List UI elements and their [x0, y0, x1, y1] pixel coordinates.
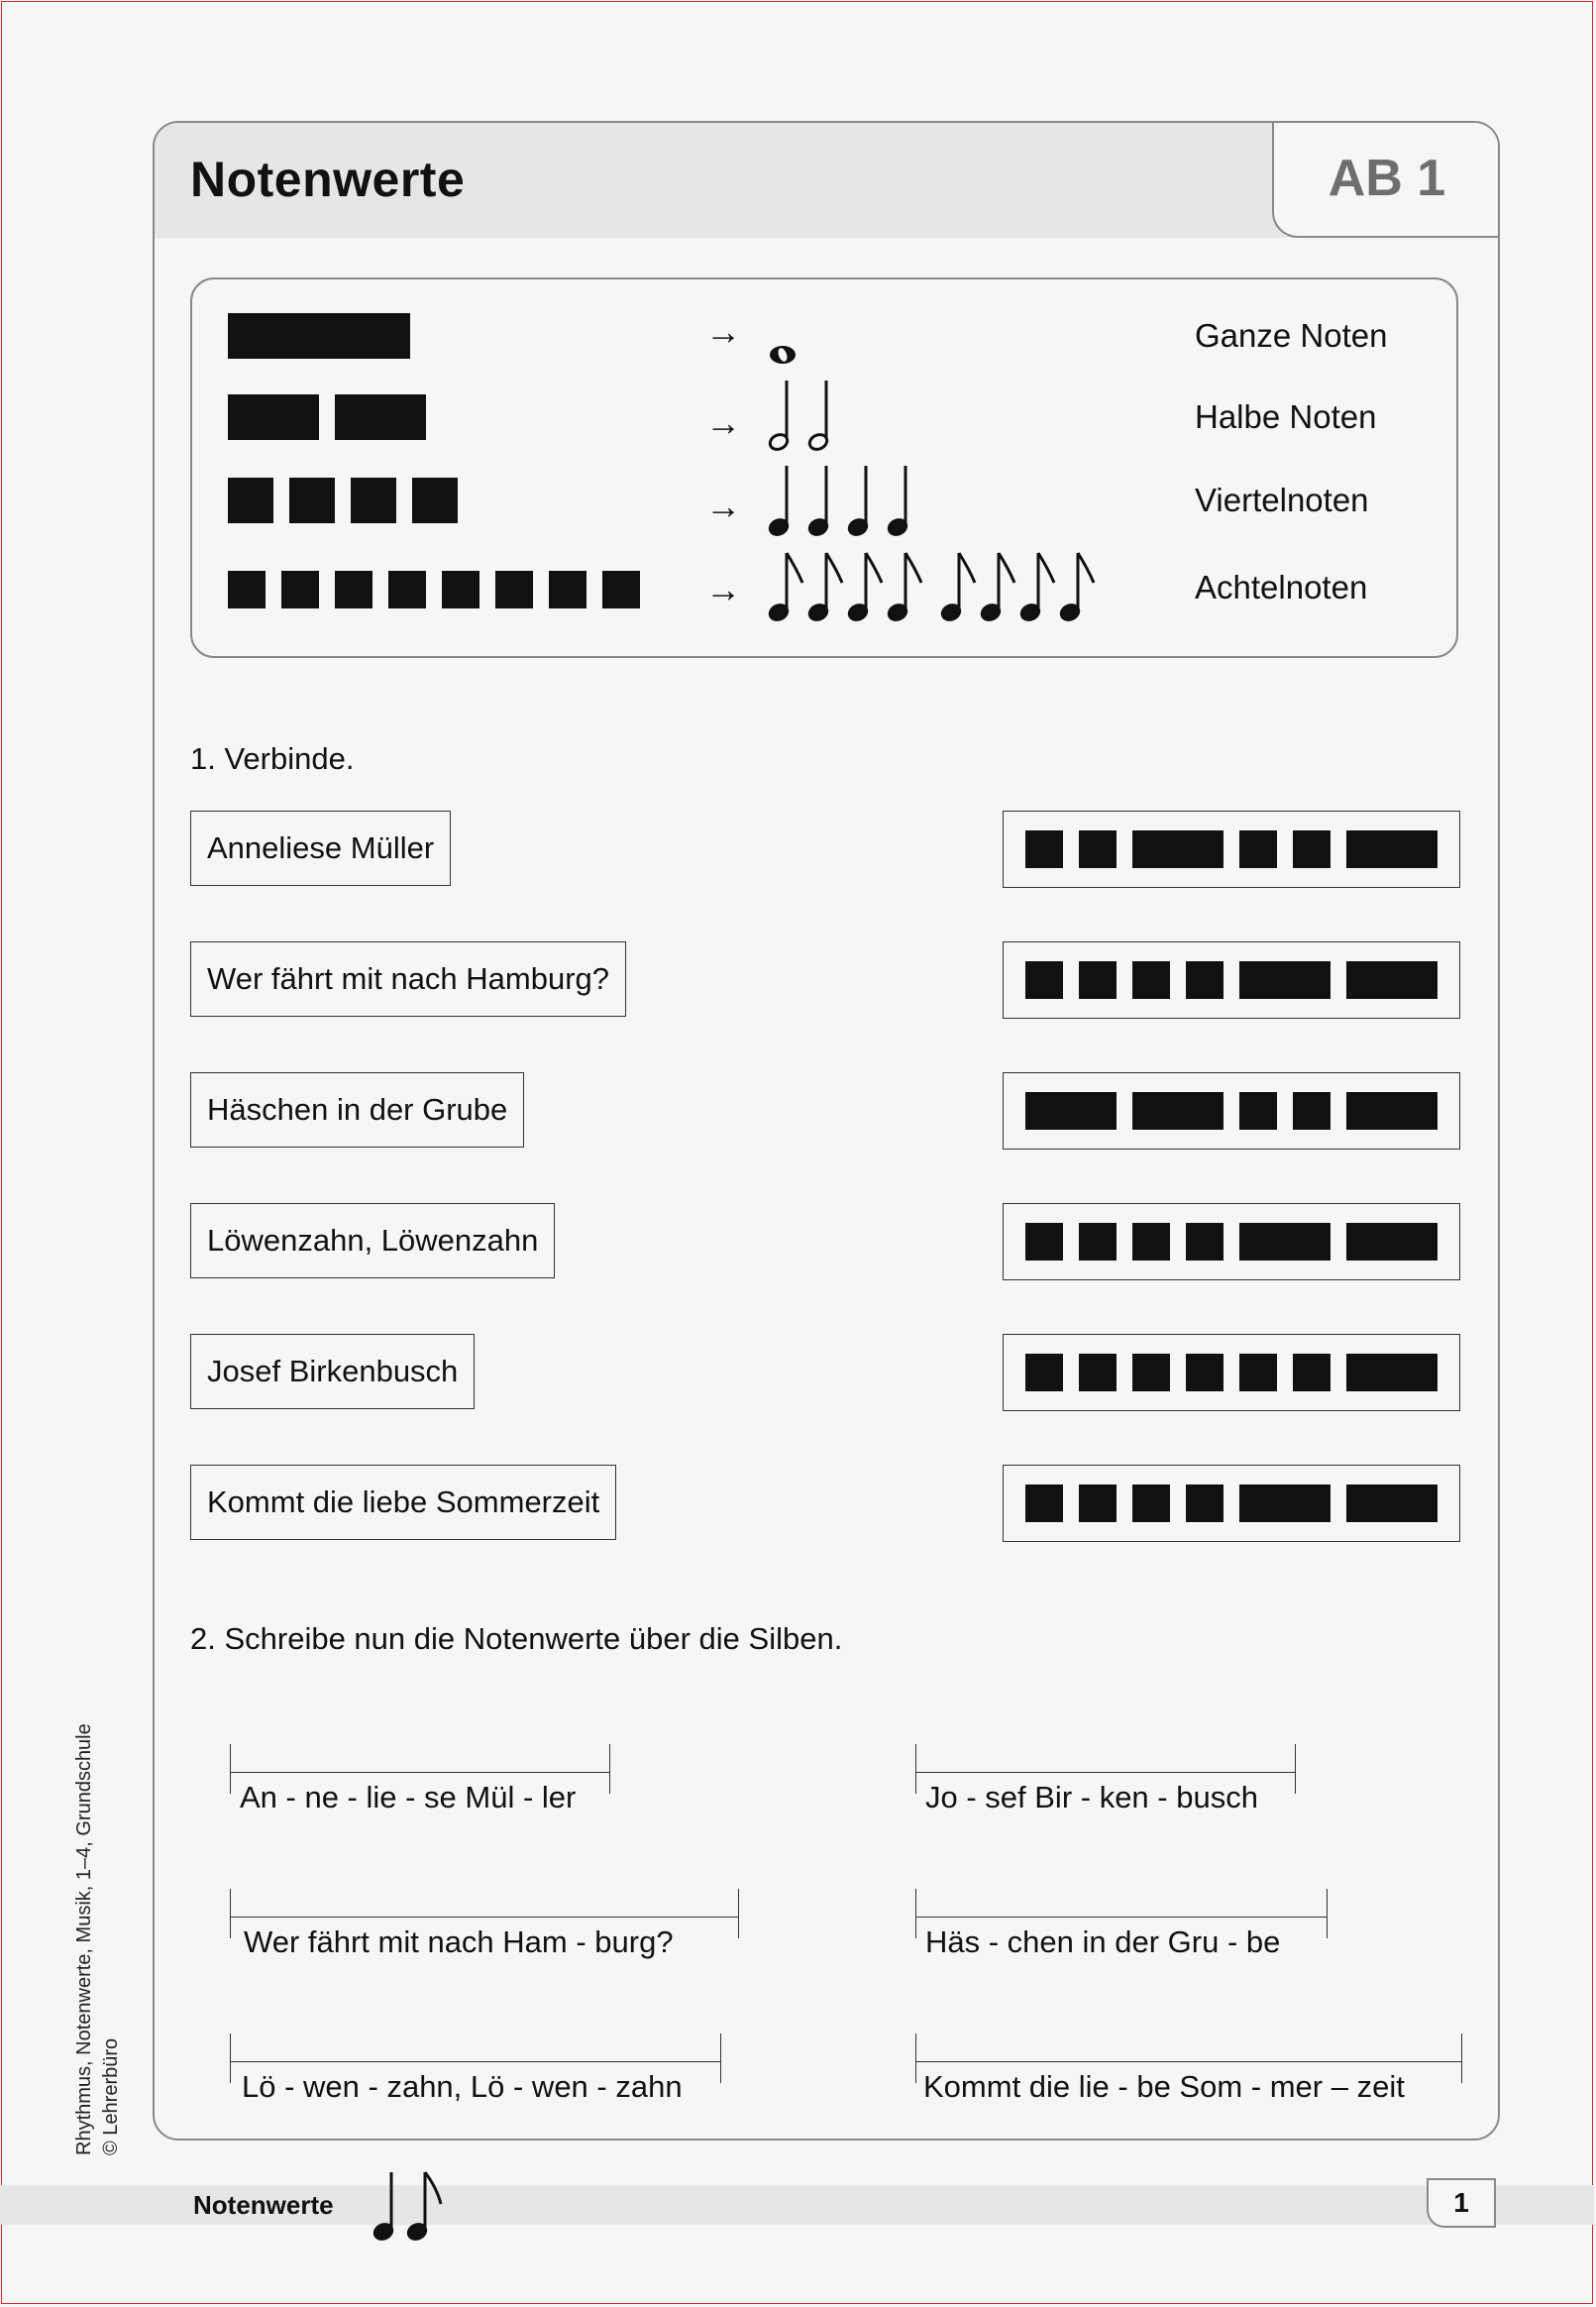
short-rhythm-block	[1079, 1223, 1117, 1261]
task-2-instruction: 2. Schreibe nun die Notenwerte über die Silben.	[190, 1621, 843, 1656]
long-rhythm-block	[1132, 1092, 1224, 1130]
legend-label-eighth: Achtelnoten	[1195, 569, 1368, 605]
short-rhythm-block	[1025, 961, 1063, 999]
note-value-legend	[190, 277, 1458, 658]
rhythm-block	[442, 571, 479, 608]
worksheet-tab: AB 1	[1272, 121, 1500, 238]
rhythm-box[interactable]	[1003, 1203, 1460, 1280]
long-rhythm-block	[1346, 1484, 1437, 1522]
syllable-text: Jo - sef Bir - ken - busch	[925, 1780, 1258, 1814]
arrow-icon: →	[705, 486, 741, 526]
short-rhythm-block	[1079, 1484, 1117, 1522]
long-rhythm-block	[1025, 1092, 1117, 1130]
rhythm-block	[351, 478, 396, 523]
rhythm-box[interactable]	[1003, 1334, 1460, 1411]
half-notes-icon	[767, 375, 1064, 464]
long-rhythm-block	[1346, 1354, 1437, 1391]
short-rhythm-block	[1293, 1092, 1330, 1130]
short-rhythm-block	[1132, 1484, 1170, 1522]
short-rhythm-block	[1025, 1354, 1063, 1391]
long-rhythm-block	[1346, 830, 1437, 868]
phrase-box[interactable]: Häschen in der Grube	[190, 1072, 524, 1148]
legend-row-half	[192, 394, 1456, 454]
short-rhythm-block	[1239, 1092, 1277, 1130]
long-rhythm-block	[1239, 1223, 1330, 1261]
short-rhythm-block	[1025, 830, 1063, 868]
rhythm-block	[495, 571, 533, 608]
side-credit	[71, 1723, 125, 2155]
legend-row-eighth	[192, 571, 1456, 630]
syllable-text: Häs - chen in der Gru - be	[925, 1924, 1281, 1959]
arrow-icon: →	[705, 402, 741, 443]
long-rhythm-block	[1132, 830, 1224, 868]
legend-label-whole: Ganze Noten	[1195, 317, 1388, 354]
eighth-notes-icon	[767, 543, 1123, 632]
rhythm-block	[228, 394, 319, 440]
rhythm-block	[228, 478, 273, 523]
phrase-box[interactable]: Wer fährt mit nach Hamburg?	[190, 941, 626, 1017]
syllable-text: Wer fährt mit nach Ham - burg?	[244, 1924, 674, 1959]
phrase-box[interactable]: Löwenzahn, Löwenzahn	[190, 1203, 555, 1278]
short-rhythm-block	[1186, 1484, 1224, 1522]
rhythm-block	[388, 571, 426, 608]
short-rhythm-block	[1025, 1223, 1063, 1261]
task-1-instruction: 1. Verbinde.	[190, 741, 355, 776]
long-rhythm-block	[1346, 961, 1437, 999]
rhythm-block	[549, 571, 586, 608]
rhythm-block	[289, 478, 335, 523]
rhythm-block	[281, 571, 319, 608]
short-rhythm-block	[1293, 1354, 1330, 1391]
quarter-notes-icon	[767, 458, 1064, 547]
rhythm-box[interactable]	[1003, 941, 1460, 1019]
long-rhythm-block	[1346, 1092, 1437, 1130]
rhythm-box[interactable]	[1003, 1072, 1460, 1150]
short-rhythm-block	[1186, 1354, 1224, 1391]
page-number: 1	[1427, 2178, 1496, 2228]
short-rhythm-block	[1132, 961, 1170, 999]
long-rhythm-block	[1239, 1484, 1330, 1522]
side-credit-line: © Lehrerbüro	[100, 2037, 122, 2155]
phrase-box[interactable]: Anneliese Müller	[190, 811, 451, 886]
short-rhythm-block	[1293, 830, 1330, 868]
rhythm-block	[228, 313, 410, 359]
short-rhythm-block	[1186, 1223, 1224, 1261]
short-rhythm-block	[1132, 1223, 1170, 1261]
legend-label-quarter: Viertelnoten	[1195, 482, 1369, 518]
page-title: Notenwerte	[190, 152, 466, 207]
rhythm-block	[412, 478, 458, 523]
music-notes-icon	[372, 2168, 451, 2248]
short-rhythm-block	[1239, 830, 1277, 868]
rhythm-block	[602, 571, 640, 608]
arrow-icon: →	[705, 569, 741, 609]
rhythm-block	[228, 571, 266, 608]
syllable-text: Lö - wen - zahn, Lö - wen - zahn	[242, 2069, 683, 2104]
legend-row-whole	[192, 311, 1456, 371]
long-rhythm-block	[1239, 961, 1330, 999]
short-rhythm-block	[1132, 1354, 1170, 1391]
arrow-icon: →	[705, 311, 741, 352]
side-credit-line: Rhythmus, Notenwerte, Musik, 1–4, Grundschule	[73, 1723, 95, 2155]
syllable-text: An - ne - lie - se Mül - ler	[240, 1780, 577, 1814]
short-rhythm-block	[1239, 1354, 1277, 1391]
rhythm-block	[335, 394, 426, 440]
short-rhythm-block	[1186, 961, 1224, 999]
short-rhythm-block	[1025, 1484, 1063, 1522]
short-rhythm-block	[1079, 830, 1117, 868]
phrase-box[interactable]: Josef Birkenbusch	[190, 1334, 475, 1409]
legend-row-quarter	[192, 478, 1456, 537]
short-rhythm-block	[1079, 1354, 1117, 1391]
rhythm-box[interactable]	[1003, 811, 1460, 888]
legend-label-half: Halbe Noten	[1195, 398, 1377, 435]
worksheet-card	[153, 121, 1500, 2141]
short-rhythm-block	[1079, 961, 1117, 999]
rhythm-block	[335, 571, 372, 608]
long-rhythm-block	[1346, 1223, 1437, 1261]
syllable-text: Kommt die lie - be Som - mer – zeit	[923, 2069, 1405, 2104]
rhythm-box[interactable]	[1003, 1465, 1460, 1542]
phrase-box[interactable]: Kommt die liebe Sommerzeit	[190, 1465, 616, 1540]
footer-title: Notenwerte	[193, 2190, 334, 2220]
